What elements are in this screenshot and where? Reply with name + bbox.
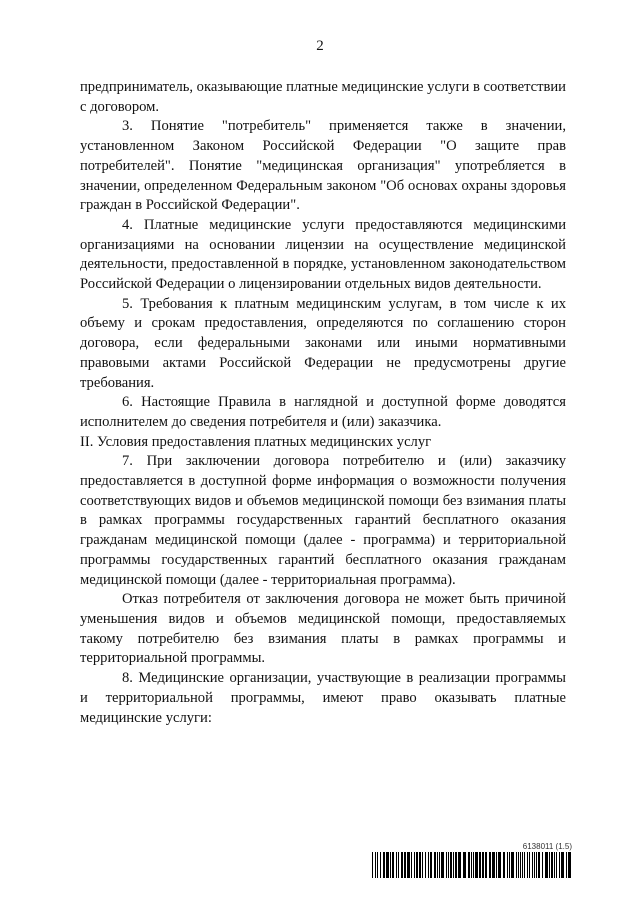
barcode-block bbox=[372, 842, 572, 878]
paragraph-7: 7. При заключении договора потребителю и (или) заказчику предоставляется в доступной форме информация о возможности получения соответствующих видов и объемов медицинской помощи без взимания платы в рамках программы государственных гарантий бесплатного оказания гражданам медицинской помощи (далее - программа) и территориальной программы государственных гарантий бесплатного оказания гражданам медицинской помощи (далее - территориальная программа). bbox=[80, 453, 566, 588]
document-body bbox=[80, 78, 566, 728]
paragraph-3: 3. Понятие "потребитель" применяется также в значении, установленном Законом Российской Федерации "О защите прав потребителей". Понятие "медицинская организация" употребляется в значении, определенном Федеральным законом "Об основах охраны здоровья граждан в Российской Федерации". bbox=[80, 118, 566, 214]
paragraph-5: 5. Требования к платным медицинским услугам, в том числе к их объему и срокам предоставления, определяются по соглашению сторон договора, если федеральными законами или иными нормативными правовыми актами Российской Федерации не предусмотрены другие требования. bbox=[80, 295, 566, 391]
paragraph-4: 4. Платные медицинские услуги предоставляются медицинскими организациями на основании лицензии на осуществление медицинской деятельности, предоставленной в порядке, установленном законодательством Российской Федерации о лицензировании отдельных видов деятельности. bbox=[80, 216, 566, 293]
barcode-icon bbox=[372, 852, 572, 878]
barcode-code: 6138011 (1.5) bbox=[522, 842, 572, 851]
paragraph-continuation: предприниматель, оказывающие платные медицинские услуги в соответствии с договором. bbox=[80, 79, 566, 115]
page-number: 2 bbox=[316, 38, 324, 54]
paragraph-7-refusal: Отказ потребителя от заключения договора не может быть причиной уменьшения видов и объемов медицинской помощи, предоставляемых такому потребителю без взимания платы в рамках программы и территориальной программы. bbox=[80, 591, 566, 667]
paragraph-8: 8. Медицинские организации, участвующие в реализации программы и территориальной программы, имеют право оказывать платные медицинские услуги: bbox=[80, 670, 566, 726]
section-heading: II. Условия предоставления платных медицинских услуг bbox=[80, 433, 432, 450]
paragraph-6: 6. Настоящие Правила в наглядной и доступной форме доводятся исполнителем до сведения потребителя и (или) заказчика. bbox=[80, 394, 566, 430]
